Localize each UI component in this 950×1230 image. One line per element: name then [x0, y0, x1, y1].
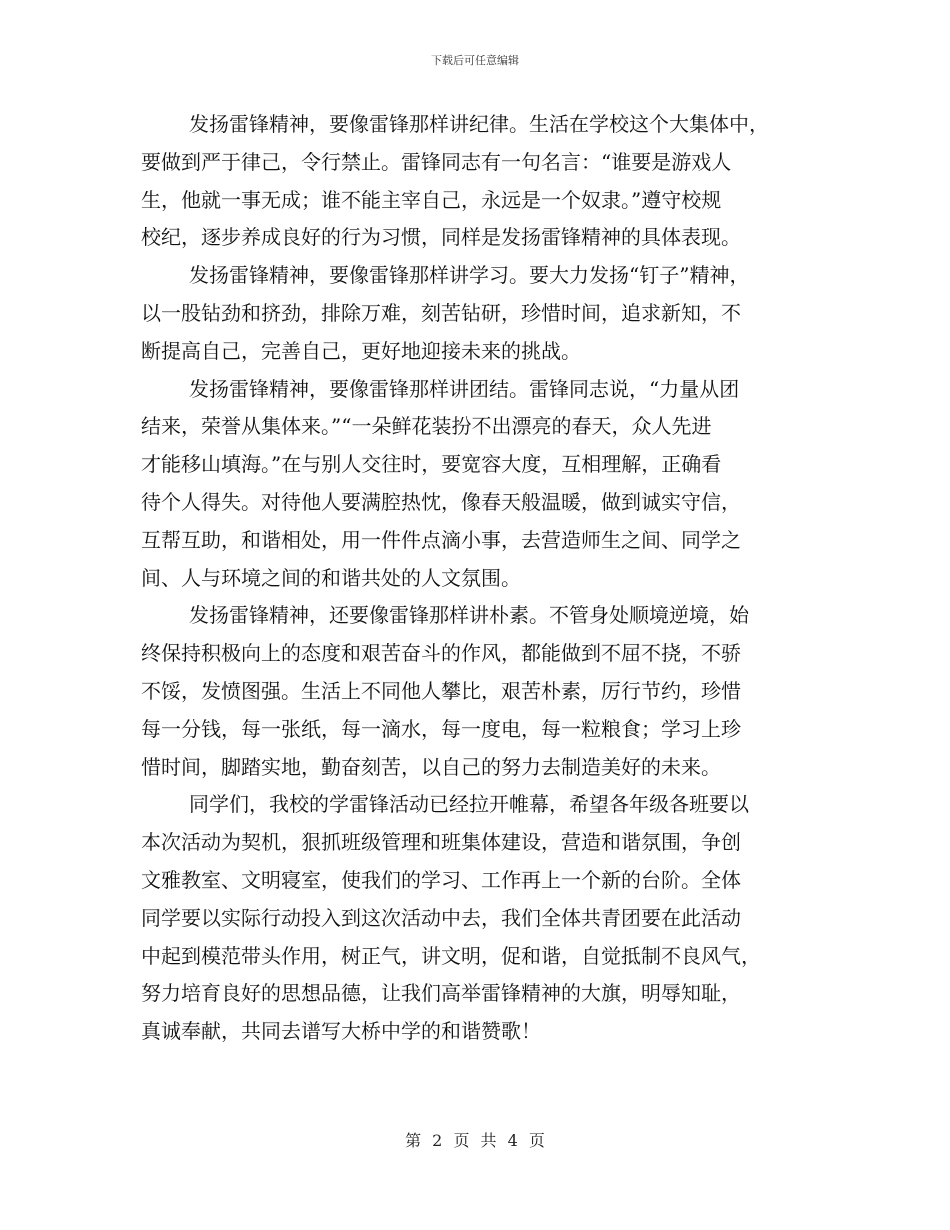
page-footer: 第 2 页 共 4 页: [405, 1131, 545, 1150]
text-line: 结来，荣誉从集体来。”“一朵鲜花装扮不出漂亮的春天，众人先进: [141, 414, 712, 439]
text-line: 惜时间，脚踏实地，勤奋刻苦，以自己的努力去制造美好的未来。: [141, 754, 721, 779]
text-line: 发扬雷锋精神，要像雷锋那样讲学习。要大力发扬“钉子”精神，: [189, 263, 750, 288]
text-line: 间、人与环境之间的和谐共处的人文氛围。: [141, 565, 521, 590]
text-line: 本次活动为契机，狠抓班级管理和班集体建设，营造和谐氛围，争创: [141, 830, 741, 855]
text-line: 终保持积极向上的态度和艰苦奋斗的作风，都能做到不屈不挠，不骄: [141, 641, 741, 666]
text-line: 要做到严于律己，令行禁止。雷锋同志有一句名言：“谁要是游戏人: [141, 149, 732, 174]
text-line: 真诚奉献，共同去谱写大桥中学的和谐赞歌！: [141, 1019, 541, 1044]
text-line: 互帮互助，和谐相处，用一件件点滴小事，去营造师生之间、同学之: [141, 527, 741, 552]
text-line: 发扬雷锋精神，还要像雷锋那样讲朴素。不管身处顺境逆境，始: [189, 603, 749, 628]
text-line: 不馁，发愤图强。生活上不同他人攀比，艰苦朴素，厉行节约，珍惜: [141, 678, 741, 703]
text-line: 断提高自己，完善自己，更好地迎接未来的挑战。: [141, 338, 581, 363]
document-body: [141, 106, 813, 1051]
text-line: 待个人得失。对待他人要满腔热忱，像春天般温暖，做到诚实守信，: [141, 489, 741, 514]
text-line: 发扬雷锋精神，要像雷锋那样讲纪律。生活在学校这个大集体中，: [189, 112, 769, 136]
text-line: 每一分钱，每一张纸，每一滴水，每一度电，每一粒粮食；学习上珍: [141, 716, 741, 741]
text-line: 同学们，我校的学雷锋活动已经拉开帷幕，希望各年级各班要以: [189, 792, 749, 817]
text-line: 以一股钻劲和挤劲，排除万难，刻苦钻研，珍惜时间，追求新知，不: [141, 300, 741, 325]
text-line: 中起到模范带头作用，树正气，讲文明，促和谐，自觉抵制不良风气，: [141, 943, 761, 968]
text-line: 才能移山填海。”在与别人交往时，要宽容大度，互相理解，正确看: [141, 452, 722, 477]
text-line: 生，他就一事无成；谁不能主宰自己，永远是一个奴隶。”遵守校规: [141, 187, 722, 212]
page-header: 下载后可任意编辑: [431, 54, 519, 67]
text-line: 同学要以实际行动投入到这次活动中去，我们全体共青团要在此活动: [141, 905, 741, 930]
text-line: 努力培育良好的思想品德，让我们高举雷锋精神的大旗，明辱知耻，: [141, 981, 741, 1006]
text-line: 校纪，逐步养成良好的行为习惯，同样是发扬雷锋精神的具体表现。: [141, 225, 741, 250]
text-line: 文雅教室、文明寝室，使我们的学习、工作再上一个新的台阶。全体: [141, 867, 741, 892]
text-line: 发扬雷锋精神，要像雷锋那样讲团结。雷锋同志说，“力量从团: [189, 376, 740, 401]
